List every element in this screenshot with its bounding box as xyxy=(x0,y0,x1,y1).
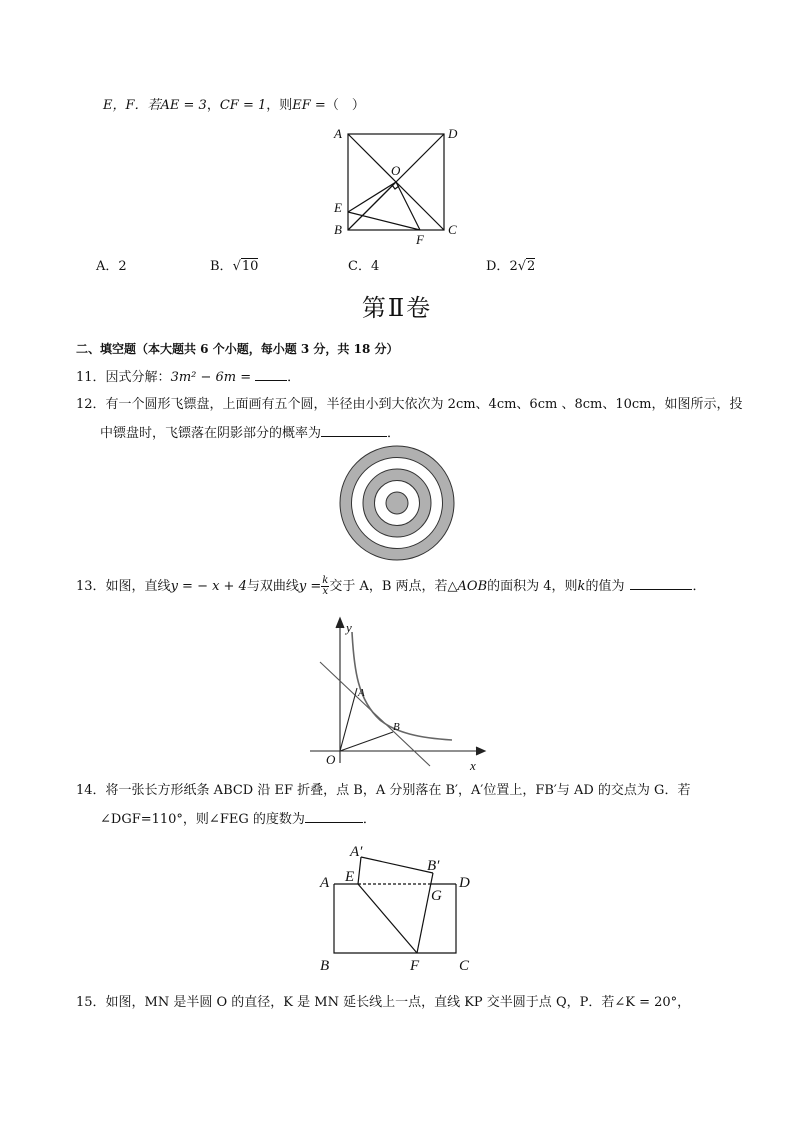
segment-of xyxy=(396,182,420,230)
q10-cond1: AE = 3 xyxy=(160,98,207,113)
square-abcd xyxy=(348,134,444,230)
volume-title: 第Ⅱ卷 xyxy=(361,294,433,322)
ring-10cm xyxy=(340,446,454,560)
q11-answer-blank[interactable] xyxy=(255,368,287,381)
option-letter: B． xyxy=(210,259,233,274)
q13-k: k xyxy=(577,579,586,594)
q11-number: 11． xyxy=(76,370,106,385)
q10-prefix: E，F．若 xyxy=(103,98,161,113)
hyperbola-curve xyxy=(352,632,452,740)
q13-text5: 的值为 xyxy=(585,579,625,594)
question-14-line2 xyxy=(100,810,376,829)
label-B: B xyxy=(393,721,400,733)
frac-denominator: x xyxy=(322,586,329,597)
q10-option-c[interactable] xyxy=(348,258,379,276)
q10-sep: ， xyxy=(206,98,220,113)
label-A: A xyxy=(320,875,330,891)
segment-oe xyxy=(348,182,396,212)
q10-condition-line xyxy=(103,97,365,115)
q12-end: ． xyxy=(387,426,401,441)
label-O: O xyxy=(391,163,401,178)
segment-ef xyxy=(348,212,420,230)
label-B: B xyxy=(320,958,330,974)
ring-6cm xyxy=(363,469,431,537)
q12-number: 12． xyxy=(76,397,106,412)
q10-option-a[interactable] xyxy=(96,258,127,276)
q13-hyp-lhs: y = xyxy=(298,579,322,594)
segment-ea1 xyxy=(358,857,361,884)
sqrt-sign: √ xyxy=(232,259,241,274)
label-D: D xyxy=(448,126,458,141)
q14-end: ． xyxy=(362,812,376,827)
label-x: x xyxy=(470,758,476,773)
diagonal-ac xyxy=(348,134,444,230)
frac-numerator: k xyxy=(322,575,329,586)
line-y-neg-x-plus-4 xyxy=(320,662,430,766)
option-value: 10 xyxy=(241,259,259,274)
right-angle-mark xyxy=(392,185,399,189)
question-11 xyxy=(76,368,300,387)
segment-b1f xyxy=(417,873,433,953)
diagonal-bd xyxy=(348,134,444,230)
ring-2cm xyxy=(386,492,408,514)
q12-text1: 有一个圆形飞镖盘，上面画有五个圆，半径由小到大依次为 2cm、4cm、6cm 、8cm、10cm，如图所示，投 xyxy=(105,397,743,412)
option-letter: D． xyxy=(486,259,510,274)
q11-text: 因式分解： xyxy=(105,370,171,385)
label-D: D xyxy=(459,875,470,891)
q11-end: ． xyxy=(287,370,301,385)
ring-4cm xyxy=(375,481,420,526)
q13-end: ． xyxy=(692,579,706,594)
q10-option-b[interactable] xyxy=(210,258,258,276)
segment-oa xyxy=(340,688,357,751)
label-A: A xyxy=(334,126,342,141)
q13-line-eq: y = − x + 4 xyxy=(170,579,247,594)
label-C: C xyxy=(448,222,457,237)
question-13 xyxy=(76,576,705,598)
section-header: 二、填空题（本大题共 6 个小题，每小题 3 分，共 18 分） xyxy=(76,342,399,356)
q13-triangle: △AOB xyxy=(447,579,488,594)
q13-text3: 交于 A，B 两点，若 xyxy=(329,579,448,594)
q13-text1: 如图，直线 xyxy=(105,579,171,594)
q15-text: 如图，MN 是半圆 O 的直径，K 是 MN 延长线上一点，直线 KP 交半圆于点 Q，P．若∠K = 20°， xyxy=(105,995,691,1010)
q14-number: 14． xyxy=(76,783,106,798)
q14-text1: 将一张长方形纸条 ABCD 沿 EF 折叠，点 B，A 分别落在 B′，A′位置上，FB′与 AD 的交点为 G．若 xyxy=(105,783,691,798)
label-E: E xyxy=(334,200,342,215)
segment-a1b1 xyxy=(361,857,433,873)
label-A-prime: A′ xyxy=(350,844,363,860)
q13-number: 13． xyxy=(76,579,106,594)
fold-line-ef xyxy=(358,884,417,953)
label-G: G xyxy=(431,888,442,904)
q15-number: 15． xyxy=(76,995,106,1010)
q10-target: EF = xyxy=(292,98,326,113)
sqrt-sign: √ xyxy=(517,259,527,274)
q14-answer-blank[interactable] xyxy=(305,810,363,823)
label-B: B xyxy=(334,222,342,237)
q10-paren: （ ） xyxy=(325,98,365,113)
question-12-line2 xyxy=(100,424,400,443)
y-axis-arrow xyxy=(336,618,344,628)
question-15 xyxy=(76,994,690,1012)
label-C: C xyxy=(459,958,470,974)
q13-text2: 与双曲线 xyxy=(246,579,299,594)
label-A: A xyxy=(358,687,365,699)
option-letter: C． xyxy=(348,259,371,274)
label-F: F xyxy=(410,958,420,974)
q10-option-d[interactable] xyxy=(486,258,535,276)
option-letter: A． xyxy=(96,259,119,274)
label-F: F xyxy=(416,232,424,247)
ring-8cm xyxy=(352,458,443,549)
q13-text4: 的面积为 4，则 xyxy=(487,579,578,594)
segment-bo xyxy=(348,182,396,230)
q13-answer-blank[interactable] xyxy=(630,577,692,590)
q12-text2: 中镖盘时，飞镖落在阴影部分的概率为 xyxy=(100,426,322,441)
question-14-line1 xyxy=(76,782,690,800)
q12-answer-blank[interactable] xyxy=(321,424,387,437)
option-value: 2 xyxy=(527,259,536,274)
label-y: y xyxy=(346,620,352,635)
option-value: 2 xyxy=(118,259,127,274)
q10-cond2: CF = 1 xyxy=(219,98,267,113)
label-O: O xyxy=(326,752,336,767)
label-E: E xyxy=(345,869,355,885)
option-value: 4 xyxy=(370,259,380,274)
question-12-line1 xyxy=(76,396,742,414)
segment-ob xyxy=(340,732,393,751)
label-B-prime: B′ xyxy=(427,858,440,874)
q14-text2: ∠DGF=110°，则∠FEG 的度数为 xyxy=(100,812,305,827)
q10-ask: ，则 xyxy=(266,98,293,113)
x-axis-arrow xyxy=(476,747,485,755)
q11-expr: 3m² − 6m = xyxy=(170,370,252,385)
option-coef: 2 xyxy=(509,259,518,274)
rect-left-bottom-right xyxy=(334,884,456,953)
